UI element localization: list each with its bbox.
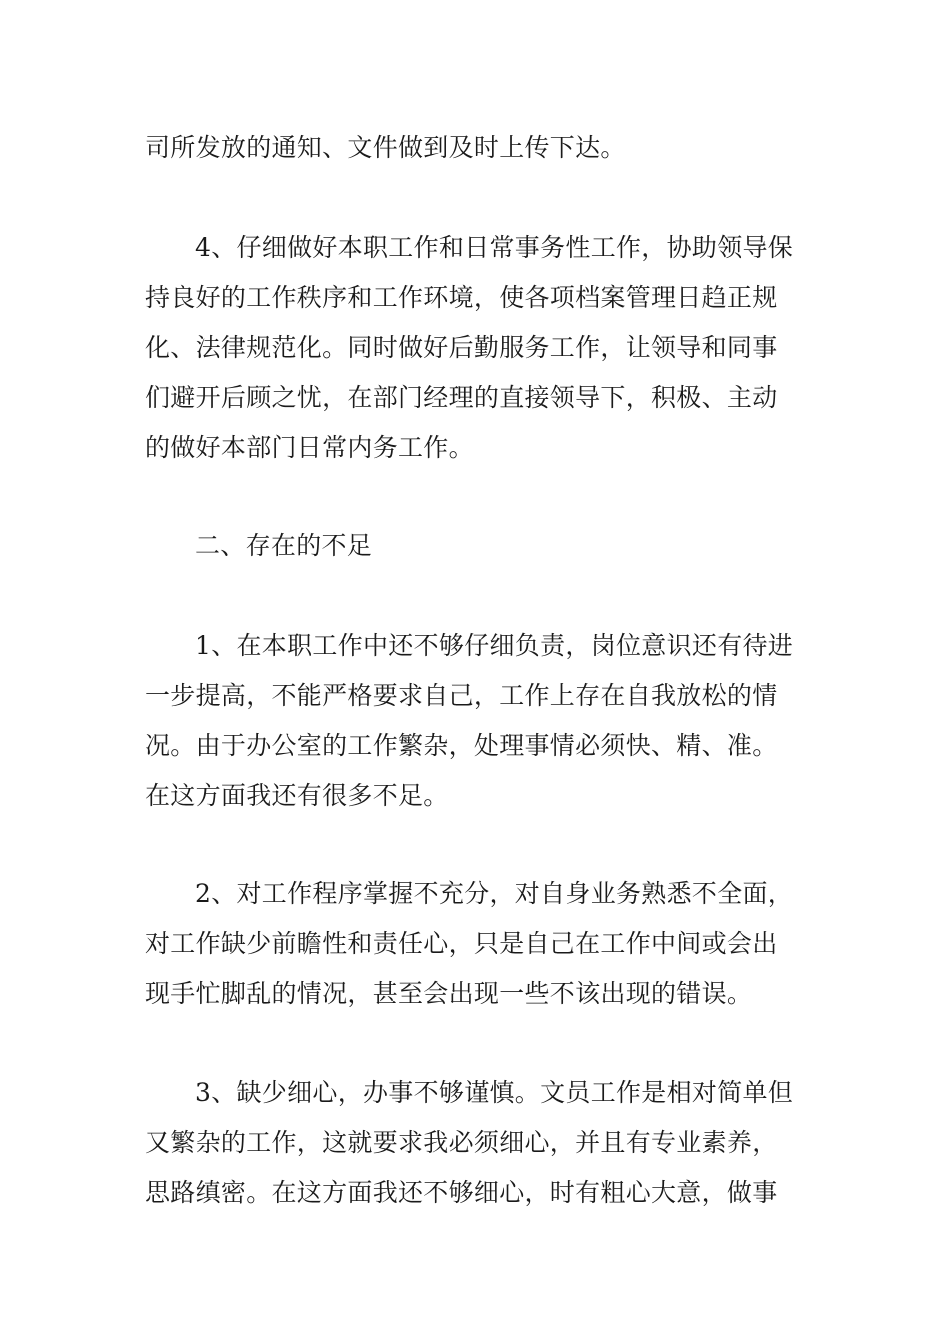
text-line-6: 的做好本部门日常内务工作。 (145, 433, 474, 462)
text-line-12: 2、对工作程序掌握不充分，对自身业务熟悉不全面， (195, 879, 794, 908)
text-line-10: 况。由于办公室的工作繁杂，处理事情必须快、精、准。 (145, 731, 778, 760)
text-line-9: 一步提高，不能严格要求自己，工作上存在自我放松的情 (145, 681, 778, 710)
section-heading: 二、存在的不足 (195, 531, 373, 560)
text-line-14: 现手忙脚乱的情况，甚至会出现一些不该出现的错误。 (145, 979, 753, 1008)
text-line-13: 对工作缺少前瞻性和责任心，只是自己在工作中间或会出 (145, 929, 778, 958)
text-line-4: 化、法律规范化。同时做好后勤服务工作，让领导和同事 (145, 333, 778, 362)
text-line-5: 们避开后顾之忧，在部门经理的直接领导下，积极、主动 (145, 383, 778, 412)
text-line-16: 又繁杂的工作，这就要求我必须细心，并且有专业素养， (145, 1128, 778, 1157)
text-line-11: 在这方面我还有很多不足。 (145, 781, 449, 810)
text-line-8: 1、在本职工作中还不够仔细负责，岗位意识还有待进 (195, 631, 794, 660)
text-line-17: 思路缜密。在这方面我还不够细心，时有粗心大意，做事 (145, 1178, 778, 1207)
text-line-1: 司所发放的通知、文件做到及时上传下达。 (145, 133, 626, 162)
text-line-2: 4、仔细做好本职工作和日常事务性工作，协助领导保 (195, 233, 794, 262)
text-line-3: 持良好的工作秩序和工作环境，使各项档案管理日趋正规 (145, 283, 778, 312)
text-line-15: 3、缺少细心，办事不够谨慎。文员工作是相对简单但 (195, 1078, 794, 1107)
